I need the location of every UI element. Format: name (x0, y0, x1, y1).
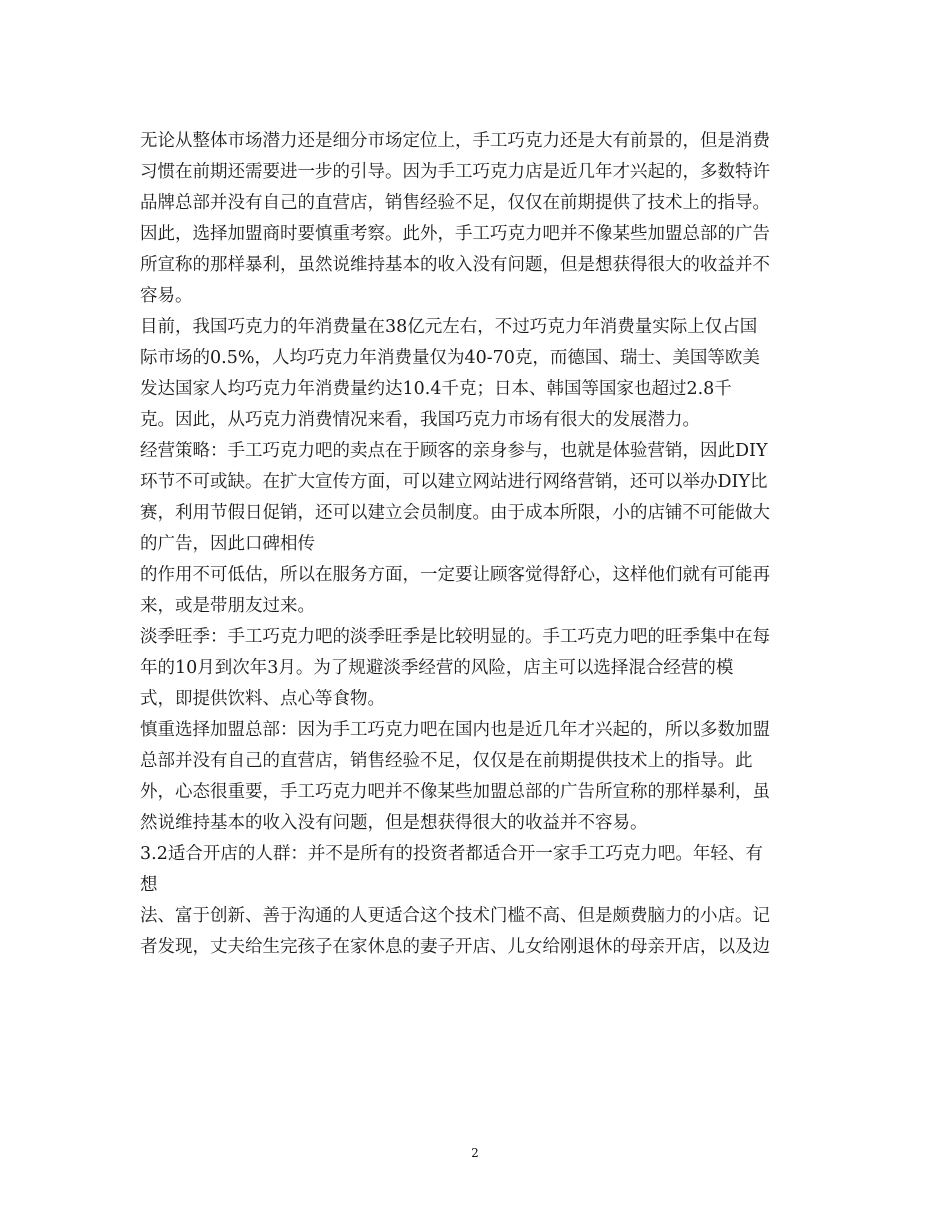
text-line: 外，心态很重要，手工巧克力吧并不像某些加盟总部的广告所宣称的那样暴利，虽 (140, 782, 770, 802)
text-line: 赛，利用节假日促销，还可以建立会员制度。由于成本所限，小的店铺不可能做大 (140, 503, 770, 523)
text-line: 想 (140, 875, 158, 895)
text-line: 际市场的0.5%，人均巧克力年消费量仅为40-70克，而德国、瑞士、美国等欧美 (140, 348, 760, 368)
text-line: 经营策略：手工巧克力吧的卖点在于顾客的亲身参与，也就是体验营销，因此DIY (140, 441, 768, 461)
text-line: 年的10月到次年3月。为了规避淡季经营的风险，店主可以选择混合经营的模 (140, 658, 734, 678)
text-line: 者发现，丈夫给生完孩子在家休息的妻子开店、儿女给刚退休的母亲开店，以及边 (140, 937, 770, 957)
text-line: 慎重选择加盟总部：因为手工巧克力吧在国内也是近几年才兴起的，所以多数加盟 (140, 720, 770, 740)
text-line: 淡季旺季：手工巧克力吧的淡季旺季是比较明显的。手工巧克力吧的旺季集中在每 (140, 627, 770, 647)
text-line: 式，即提供饮料、点心等食物。 (140, 689, 385, 709)
text-line: 因此，选择加盟商时要慎重考察。此外，手工巧克力吧并不像某些加盟总部的广告 (140, 224, 770, 244)
body-text (140, 126, 820, 963)
text-line: 来，或是带朋友过来。 (140, 596, 315, 616)
page-number: 2 (471, 1146, 479, 1160)
text-line: 的作用不可低估，所以在服务方面，一定要让顾客觉得舒心，这样他们就有可能再 (140, 565, 770, 585)
text-line: 环节不可或缺。在扩大宣传方面，可以建立网站进行网络营销，还可以举办DIY比 (140, 472, 768, 492)
text-line: 然说维持基本的收入没有问题，但是想获得很大的收益并不容易。 (140, 813, 648, 833)
text-line: 容易。 (140, 286, 193, 306)
text-line: 的广告，因此口碑相传 (140, 534, 315, 554)
text-line: 品牌总部并没有自己的直营店，销售经验不足，仅仅在前期提供了技术上的指导。 (140, 193, 770, 213)
text-line: 发达国家人均巧克力年消费量约达10.4千克；日本、韩国等国家也超过2.8千 (140, 379, 732, 399)
text-line: 法、富于创新、善于沟通的人更适合这个技术门槛不高、但是颇费脑力的小店。记 (140, 906, 770, 926)
text-line: 总部并没有自己的直营店，销售经验不足，仅仅是在前期提供技术上的指导。此 (140, 751, 753, 771)
text-line: 习惯在前期还需要进一步的引导。因为手工巧克力店是近几年才兴起的，多数特许 (140, 162, 770, 182)
text-line: 克。因此，从巧克力消费情况来看，我国巧克力市场有很大的发展潜力。 (140, 410, 700, 430)
text-line: 所宣称的那样暴利，虽然说维持基本的收入没有问题，但是想获得很大的收益并不 (140, 255, 770, 275)
text-line: 3.2适合开店的人群：并不是所有的投资者都适合开一家手工巧克力吧。年轻、有 (140, 844, 763, 864)
text-line: 无论从整体市场潜力还是细分市场定位上，手工巧克力还是大有前景的，但是消费 (140, 131, 770, 151)
text-line: 目前，我国巧克力的年消费量在38亿元左右，不过巧克力年消费量实际上仅占国 (140, 317, 758, 337)
